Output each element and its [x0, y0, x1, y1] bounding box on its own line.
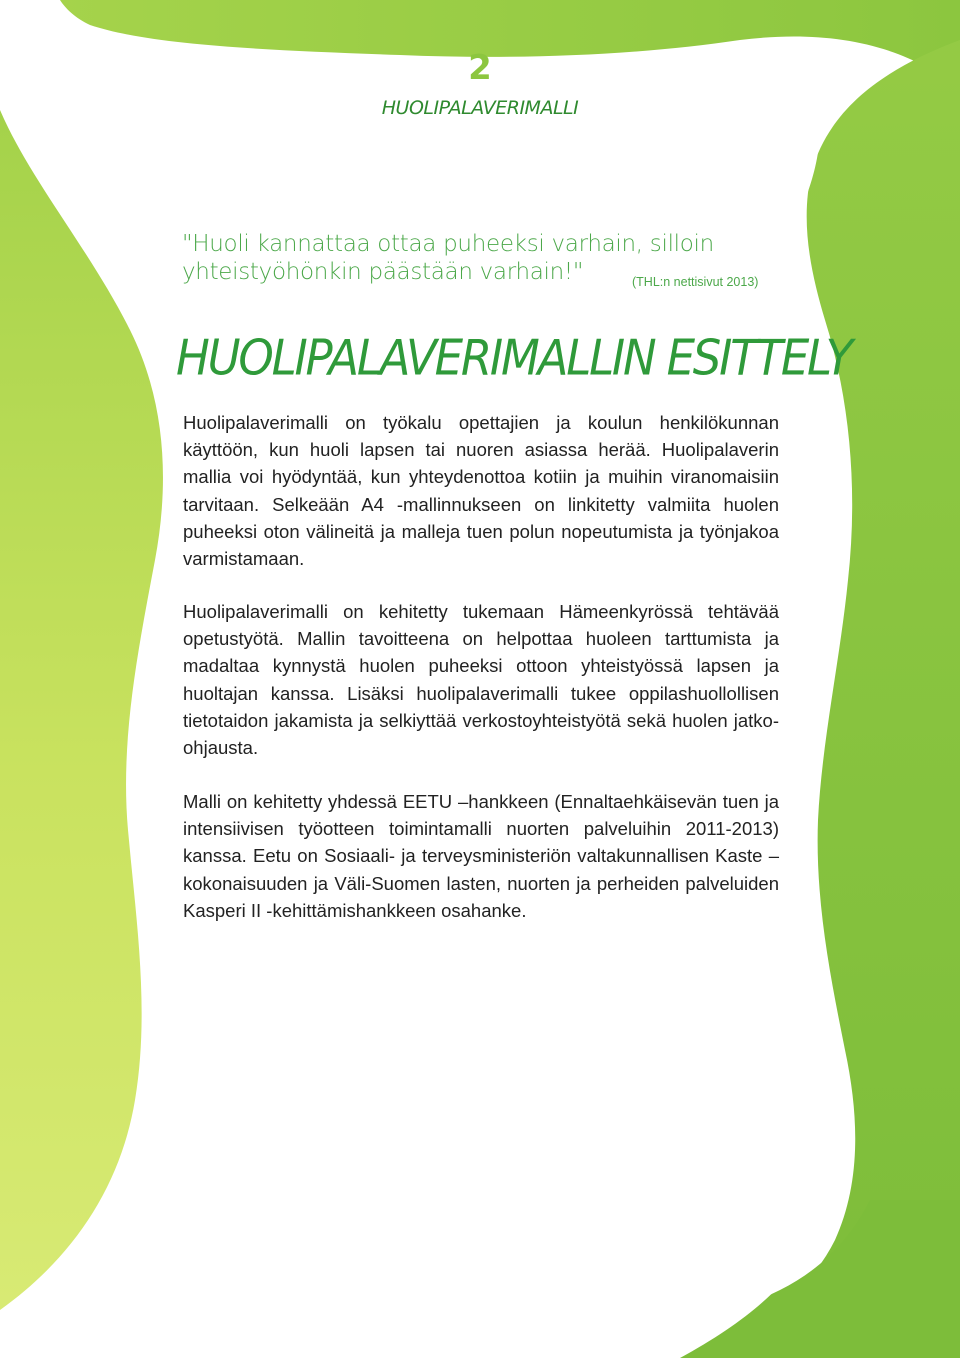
paragraph-2: Huolipalaverimalli on kehitetty tukemaan Hämeenkyrössä tehtävää opetustyötä. Mallin tavoitteena on helpottaa huoleen tarttumista ja madaltaa kynnystä huolen puheeksi ottoon yhteistyössä lapsen ja huoltajan kanssa. Lisäksi huolipalaverimalli tukee oppilashuollollisen tietotaidon jakamista ja selkiyttää verkostoyhteistyötä sekä huolen jatko-ohjausta. [183, 601, 779, 759]
paragraph-1: Huolipalaverimalli on työkalu opettajien ja koulun henkilökunnan käyttöön, kun huoli lapsen tai nuoren asiassa herää. Huolipalaverin mallia voi hyödyntää, kun yhteydenottoa kotiin ja muihin viranomaisiin tarvitaan. Selkeään A4 -mallinnukseen on linkitetty valmiita huolen puheeksi oton välineitä ja malleja tuen polun nopeutumista ja työnjakoa varmistamaan. [183, 412, 779, 570]
chapter-label: HUOLIPALAVERIMALLI [381, 97, 579, 119]
page-number: 2 [468, 48, 492, 88]
paragraph-3: Malli on kehitetty yhdessä EETU –hankkeen (Ennaltaehkäisevän tuen ja intensiivisen työotteen toimintamalli nuorten palveluihin 2011-2013) kanssa. Eetu on Sosiaali- ja terveysministeriön valtakunnallisen Kaste –kokonaisuuden ja Väli-Suomen lasten, nuorten ja perheiden palveluiden Kasperi II -kehittämishankkeen osahanke. [183, 791, 779, 921]
intro-quote: "Huoli kannattaa ottaa puheeksi varhain, silloin yhteistyöhönkin päästään varhain!" [182, 231, 714, 285]
quote-source: (THL:n nettisivut 2013) [632, 275, 759, 289]
section-heading: HUOLIPALAVERIMALLIN ESITTELY [176, 329, 851, 387]
